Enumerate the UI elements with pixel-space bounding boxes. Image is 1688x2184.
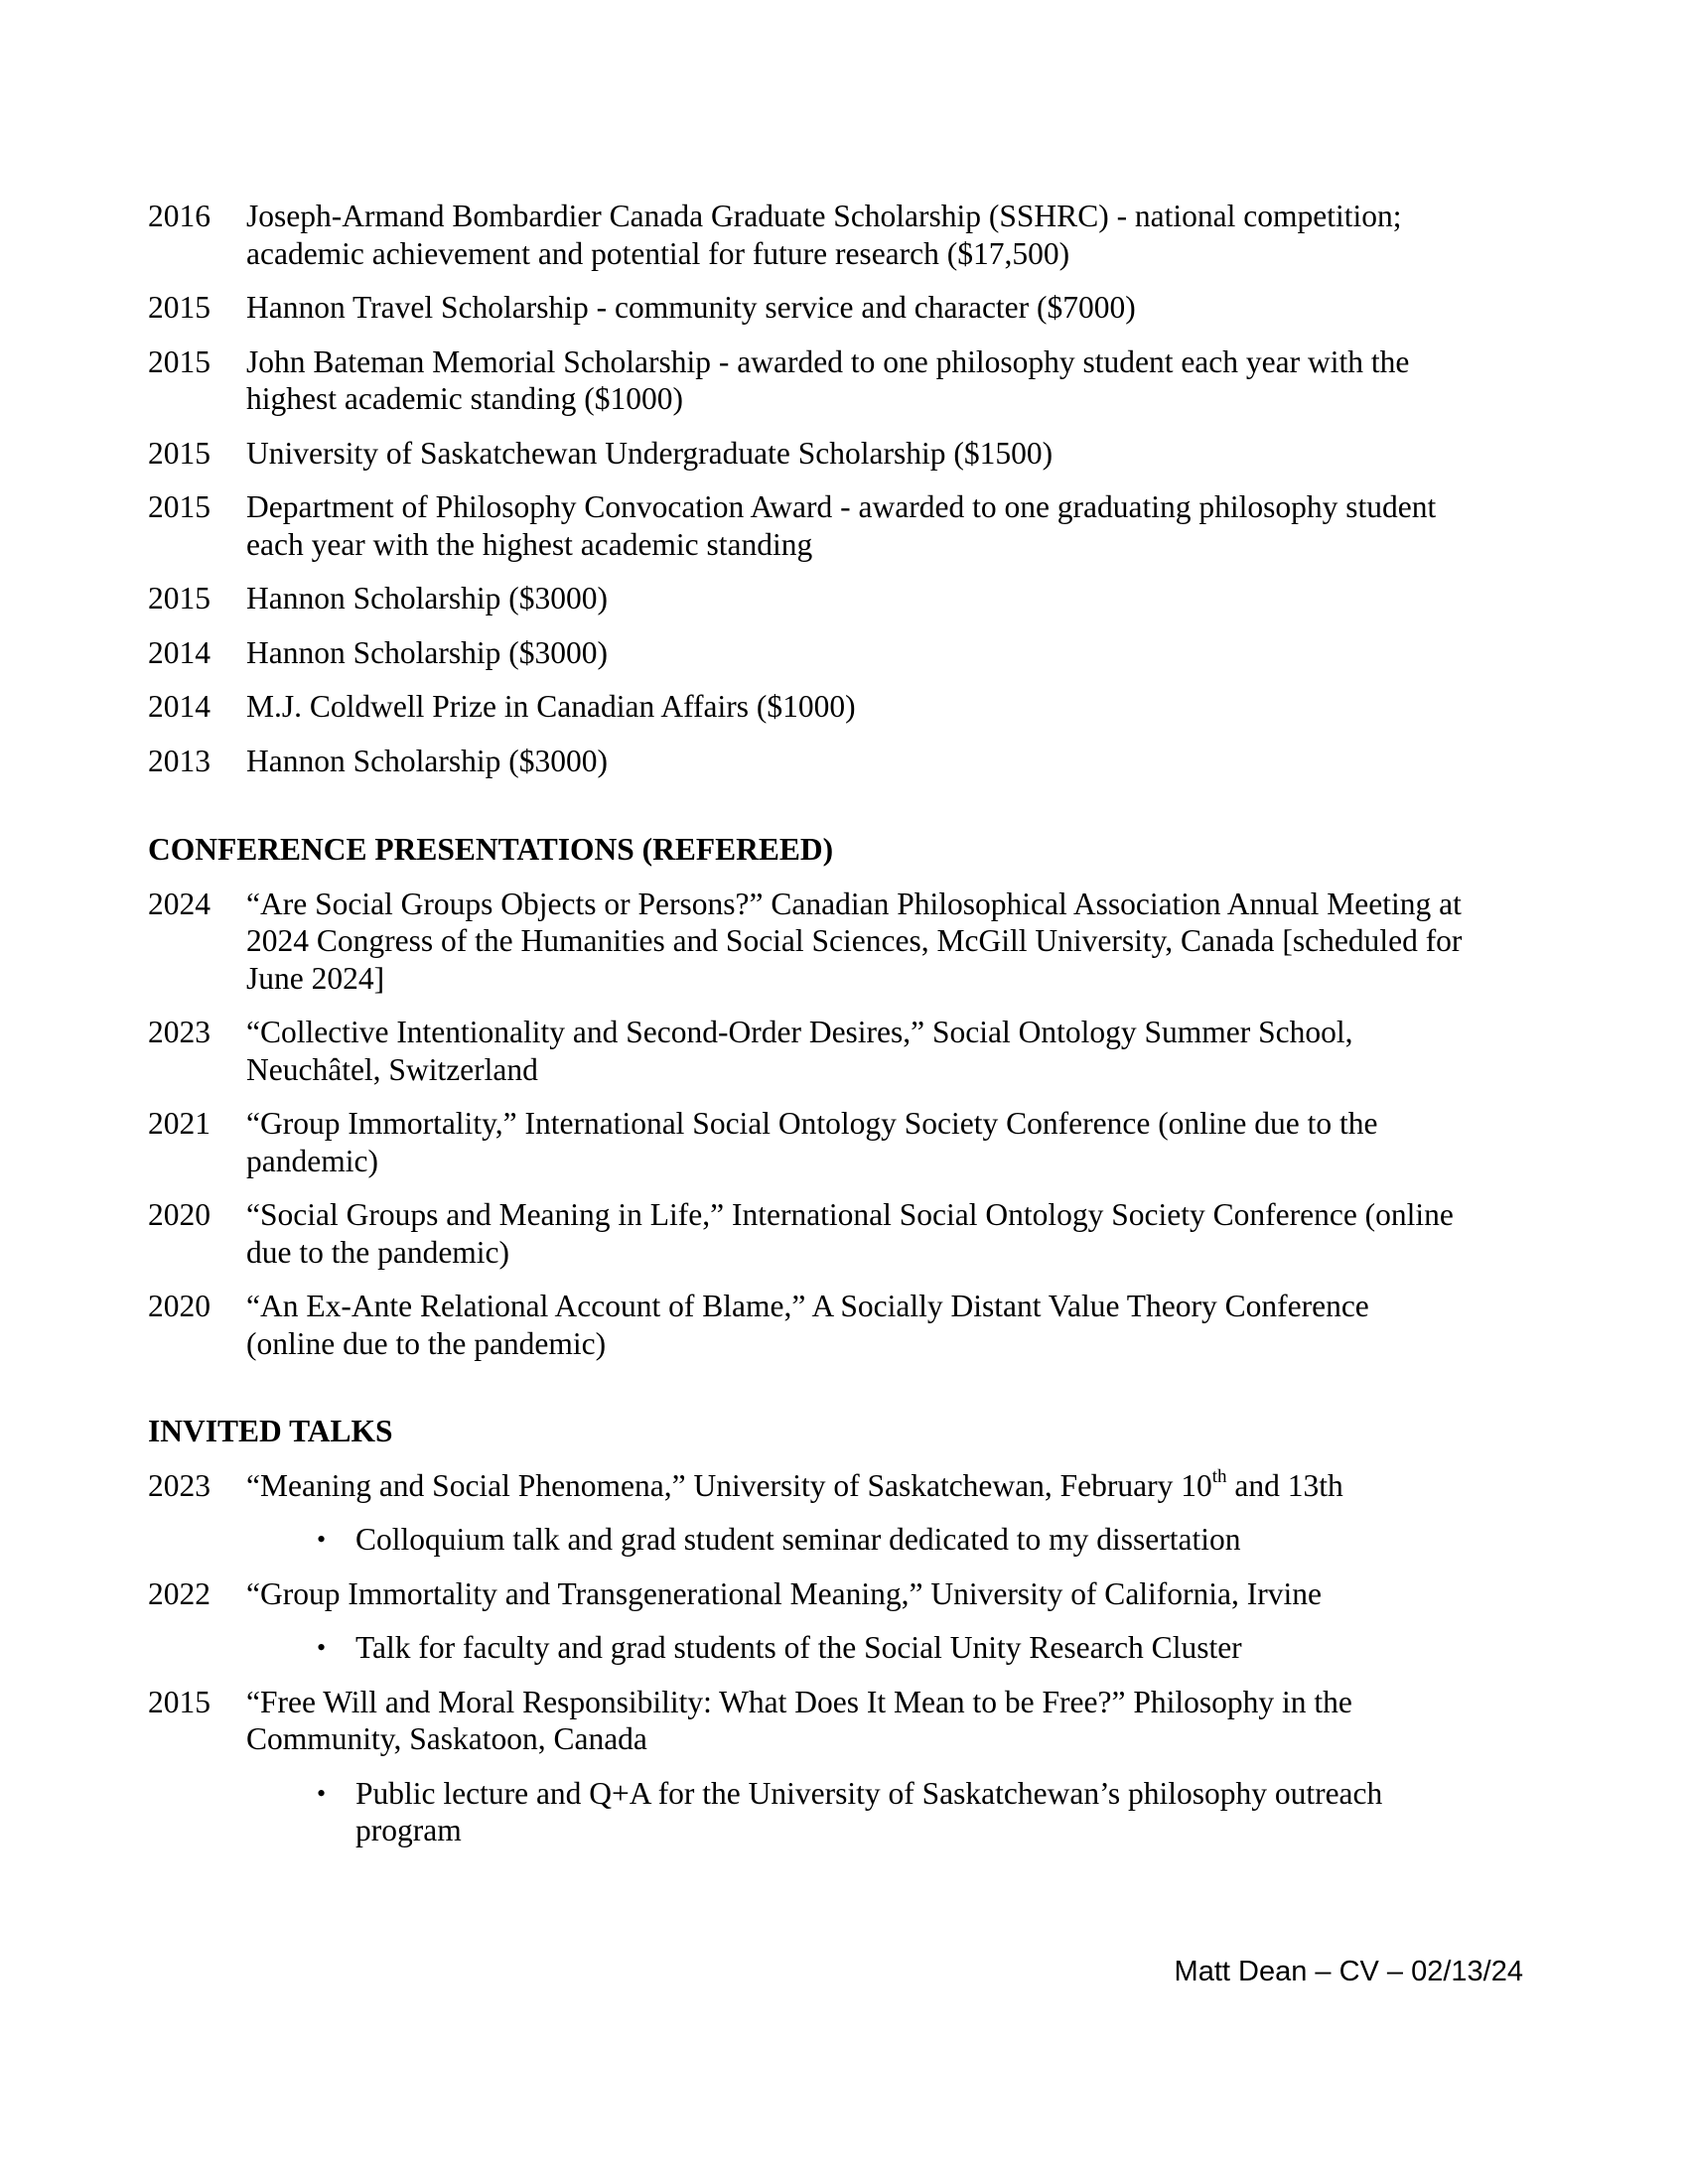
entry-year: 2015 [148,581,211,615]
cv-entry [148,1684,1538,1758]
entry-text-part: and 13th [1226,1467,1343,1503]
entry-text [246,1196,1538,1271]
bullet-line: Talk for faculty and grad students of the Social Unity Research Cluster [355,1630,1242,1665]
bullet-item [148,1521,1538,1559]
entry-text [246,488,1538,563]
entry-line: M.J. Coldwell Prize in Canadian Affairs ($1000) [246,689,856,724]
cv-entry [148,1196,1538,1271]
entry-line: Hannon Scholarship ($3000) [246,743,608,778]
entry-year: 2023 [148,1467,211,1503]
entry-year: 2021 [148,1106,211,1141]
entry-line: “Social Groups and Meaning in Life,” International Social Ontology Society Conference (online [246,1197,1454,1232]
page-footer: Matt Dean – CV – 02/13/24 [1174,1956,1523,1987]
section-heading: CONFERENCE PRESENTATIONS (REFEREED) [148,832,834,867]
cv-entry [148,688,1538,726]
superscript: th [1211,1465,1227,1487]
cv-entry [148,580,1538,617]
entry-line: “Are Social Groups Objects or Persons?” Canadian Philosophical Association Annual Meeting at [246,886,1462,921]
entry-line: due to the pandemic) [246,1234,510,1270]
entry-line: each year with the highest academic standing [246,526,813,562]
section-heading: INVITED TALKS [148,1414,393,1448]
entry-year: 2015 [148,435,211,471]
cv-entry [148,488,1538,563]
entry-line: (online due to the pandemic) [246,1325,607,1361]
entry-year: 2014 [148,689,211,724]
entry-text [246,580,1538,617]
cv-entry [148,289,1538,327]
entry-text [246,289,1538,327]
entry-line: “Free Will and Moral Responsibility: What Does It Mean to be Free?” Philosophy in the [246,1684,1352,1719]
cv-entry [148,435,1538,473]
bullet-icon: • [317,1778,327,1808]
entry-year: 2014 [148,634,211,670]
entry-year: 2023 [148,1015,211,1049]
bullet-line: Public lecture and Q+A for the University of Saskatchewan’s philosophy outreach [355,1775,1383,1811]
entry-text [246,1684,1538,1758]
entry-year: 2016 [148,199,211,233]
entry-year: 2020 [148,1289,211,1323]
entry-line: John Bateman Memorial Scholarship - awarded to one philosophy student each year with the [246,343,1410,379]
awards-list [148,198,1538,796]
cv-entry [148,886,1538,998]
entry-text [246,1014,1538,1088]
entry-line: June 2024] [246,960,385,996]
entry-line: Hannon Scholarship ($3000) [246,634,608,670]
cv-entry [148,343,1538,418]
entry-text [246,1288,1538,1362]
entry-line [246,1467,1538,1505]
entry-line: “An Ex-Ante Relational Account of Blame,” A Socially Distant Value Theory Conference [246,1289,1369,1323]
entry-year: 2022 [148,1575,211,1611]
bullet-line: Colloquium talk and grad student seminar dedicated to my dissertation [355,1522,1241,1557]
entry-text [246,634,1538,672]
cv-entry [148,1014,1538,1088]
conference-presentations-section [148,831,1538,1379]
entry-line: “Group Immortality and Transgenerational Meaning,” University of California, Irvine [246,1575,1322,1611]
cv-entry [148,1105,1538,1179]
entry-text [246,343,1538,418]
entry-year: 2013 [148,743,211,778]
entry-text [246,1105,1538,1179]
bullet-text [355,1629,1538,1667]
entry-line: highest academic standing ($1000) [246,381,684,416]
entry-text [246,198,1538,272]
entry-text [246,688,1538,726]
entry-year: 2015 [148,489,211,524]
bullet-item [148,1775,1538,1849]
entry-text [246,886,1538,998]
entry-line: “Group Immortality,” International Social Ontology Society Conference (online due to the [246,1106,1378,1141]
cv-entry [148,198,1538,272]
entry-text [246,1467,1538,1505]
invited-talks-section [148,1413,1538,1866]
entry-line: academic achievement and potential for future research ($17,500) [246,235,1070,271]
entry-text [246,1575,1538,1613]
entry-line: Community, Saskatoon, Canada [246,1721,647,1756]
bullet-icon: • [317,1525,327,1554]
bullet-text [355,1521,1538,1559]
entry-line: Hannon Travel Scholarship - community service and character ($7000) [246,290,1136,325]
bullet-text [355,1775,1538,1849]
entry-line: “Collective Intentionality and Second-Order Desires,” Social Ontology Summer School, [246,1015,1353,1049]
cv-entry [148,1467,1538,1505]
entry-line: pandemic) [246,1143,378,1178]
entry-line: 2024 Congress of the Humanities and Social Sciences, McGill University, Canada [scheduled for [246,923,1463,958]
entry-year: 2015 [148,1684,211,1719]
cv-entry [148,1288,1538,1362]
bullet-item [148,1629,1538,1667]
cv-entry [148,743,1538,780]
entry-year: 2024 [148,886,211,921]
entry-year: 2020 [148,1197,211,1232]
cv-entry [148,634,1538,672]
bullet-icon: • [317,1633,327,1662]
entry-year: 2015 [148,343,211,379]
bullet-line: program [355,1813,462,1847]
entry-text [246,743,1538,780]
entry-text-part: “Meaning and Social Phenomena,” University of Saskatchewan, February 10 [246,1467,1212,1503]
entry-year: 2015 [148,290,211,325]
cv-entry [148,1575,1538,1613]
entry-text [246,435,1538,473]
entry-line: University of Saskatchewan Undergraduate Scholarship ($1500) [246,435,1054,471]
entry-line: Department of Philosophy Convocation Award - awarded to one graduating philosophy student [246,489,1437,524]
entry-line: Neuchâtel, Switzerland [246,1051,538,1087]
entry-line: Joseph-Armand Bombardier Canada Graduate Scholarship (SSHRC) - national competition; [246,199,1402,233]
entry-line: Hannon Scholarship ($3000) [246,581,608,615]
